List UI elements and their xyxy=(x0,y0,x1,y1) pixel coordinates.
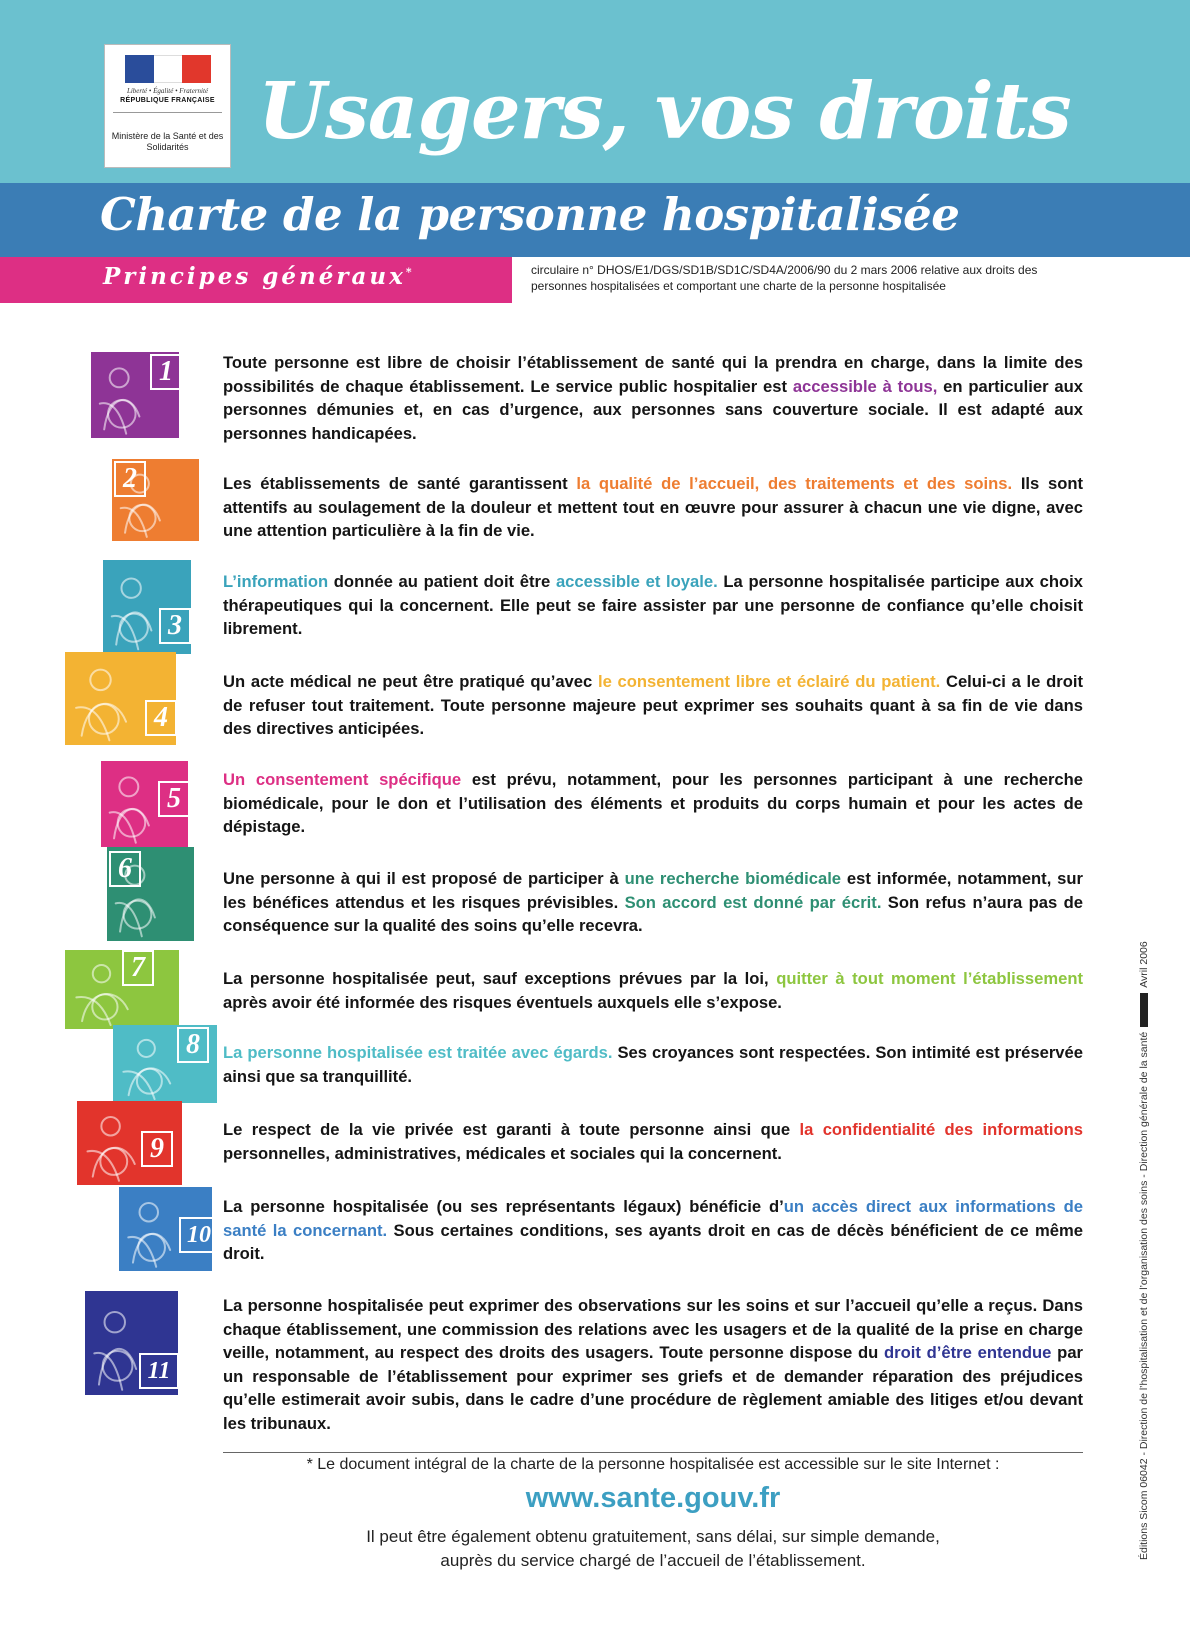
principle-text-segment: La personne hospitalisée participe aux choix thérapeutiques qui la concernent. Elle peut se faire assister par une personne de confiance qu’elle choisit librement. xyxy=(223,572,1083,638)
principle-number-3: 3 xyxy=(159,608,191,644)
principle-number-11: 11 xyxy=(139,1353,178,1389)
principle-tile-3 xyxy=(103,560,191,654)
principle-text-4 xyxy=(223,670,1083,741)
logo-ministry: Ministère de la Santé et des Solidarités xyxy=(111,131,224,152)
highlight-text: quitter à tout moment l’établissement xyxy=(776,969,1084,988)
principle-text-segment: Ses croyances sont respectées. Son intimité est préservée ainsi que sa tranquillité. xyxy=(223,1043,1083,1086)
highlight-text: Un consentement spécifique xyxy=(223,770,462,789)
principle-text-segment: est informée, notamment, sur les bénéfices attendus et les risques prévisibles. xyxy=(223,869,1083,912)
principle-text-segment: par un responsable de l’établissement pour exprimer ses griefs et de demander réparation des préjudices qu’elle estimerait avoir subis, dans le cadre d’une procédure de règlement amiable des litiges et/ou devant les tribunaux. xyxy=(223,1343,1084,1433)
principle-number-7: 7 xyxy=(122,950,154,986)
website-link[interactable]: www.sante.gouv.fr xyxy=(525,1482,781,1514)
highlight-text: accessible et loyale. xyxy=(555,572,718,591)
principle-tile-11 xyxy=(85,1291,178,1395)
principle-tile-8 xyxy=(113,1025,217,1103)
principle-tile-6 xyxy=(107,847,194,941)
logo-motto: Liberté • Égalité • Fraternité xyxy=(126,87,209,95)
principle-text-segment: Sous certaines conditions, ses ayants droit en cas de décès bénéficient de ce même droit. xyxy=(223,1220,1083,1263)
principle-text-5 xyxy=(223,768,1083,839)
principle-text-segment: La personne hospitalisée (ou ses représentants légaux) bénéficie d’ xyxy=(223,1197,784,1216)
side-credit-date: Avril 2006 xyxy=(1138,941,1150,988)
marianne-flag-icon xyxy=(125,55,211,83)
section-label-text: Principes généraux xyxy=(103,263,406,290)
principle-text-segment: Les établissements de santé garantissent xyxy=(223,474,577,493)
principle-number-1: 1 xyxy=(150,354,179,390)
principle-text-11 xyxy=(223,1294,1083,1435)
side-credit-text: Éditions Sicom 06042 - Direction de l’hospitalisation et de l’organisation des soins - Direction générale de la santé xyxy=(1138,1031,1150,1560)
principle-text-segment: La personne hospitalisée peut exprimer des observations sur les soins et sur l’accueil qu’elle a reçus. Dans chaque établissement, une commission des relations avec les usagers et de la qualité de la prise en charge veille, notamment, au respect des droits des usagers. Toute personne dispose du xyxy=(223,1296,1083,1362)
principle-tile-4 xyxy=(65,652,176,745)
principle-text-8 xyxy=(223,1041,1083,1088)
principle-text-10 xyxy=(223,1195,1083,1266)
principle-tile-10 xyxy=(119,1187,212,1271)
barcode-icon xyxy=(1140,993,1148,1027)
principle-text-segment: Son refus n’aura pas de conséquence sur la qualité des soins qu’elle recevra. xyxy=(223,892,1083,935)
principle-tile-1 xyxy=(91,352,179,438)
republic-logo xyxy=(104,44,231,168)
principle-text-segment: en particulier aux personnes démunies et, en cas d’urgence, aux personnes sans couverture sociale. Il est adapté aux personnes handicapées. xyxy=(223,376,1083,443)
highlight-text: la qualité de l’accueil, des traitements et des soins. xyxy=(576,474,1013,493)
principle-text-segment: Toute personne est libre de choisir l’établissement de santé qui la prendra en charge, dans la limite des possibilités de chaque établissement. Le service public hospitalier est xyxy=(223,353,1083,396)
principle-tile-9 xyxy=(77,1101,182,1185)
principle-text-segment: est prévu, notamment, pour les personnes participant à une recherche biomédicale, pour le don et l’utilisation des éléments et produits du corps humain et pour les actes de dépistage. xyxy=(223,770,1084,836)
highlight-text: la confidentialité des informations xyxy=(799,1120,1083,1139)
principle-number-10: 10 xyxy=(179,1217,212,1253)
principle-number-8: 8 xyxy=(177,1027,209,1063)
highlight-text: L’information xyxy=(223,572,329,591)
highlight-text: un accès direct aux informations de santé la concernant. xyxy=(223,1197,1083,1240)
section-label xyxy=(103,263,415,290)
principle-text-segment: Une personne à qui il est proposé de participer à xyxy=(223,869,625,888)
principle-number-2: 2 xyxy=(114,461,146,497)
highlight-text: accessible à tous, xyxy=(792,376,938,396)
footer-note: * Le document intégral de la charte de la personne hospitalisée est accessible sur le site Internet : xyxy=(306,1456,1000,1473)
principle-tile-5 xyxy=(101,761,188,847)
principle-tile-7 xyxy=(65,950,179,1029)
highlight-text: une recherche biomédicale xyxy=(624,869,842,888)
principle-number-4: 4 xyxy=(145,700,176,736)
principle-text-1 xyxy=(223,351,1083,445)
principle-text-segment: Celui-ci a le droit de refuser tout traitement. Toute personne majeure peut exprimer ses souhaits quant à sa fin de vie dans des directives anticipées. xyxy=(223,672,1083,738)
principle-text-6 xyxy=(223,867,1083,938)
footer-line-1: Il peut être également obtenu gratuitement, sans délai, sur simple demande, xyxy=(366,1527,940,1546)
principle-text-segment: donnée au patient doit être xyxy=(328,572,556,591)
footer-line-2: auprès du service chargé de l’accueil de l’établissement. xyxy=(440,1551,866,1570)
circulaire-reference: circulaire n° DHOS/E1/DGS/SD1B/SD1C/SD4A/2006/90 du 2 mars 2006 relative aux droits des personnes hospitalisées et comportant une charte de la personne hospitalisée xyxy=(531,263,1038,293)
principle-text-2 xyxy=(223,472,1083,543)
highlight-text: La personne hospitalisée est traitée avec égards. xyxy=(223,1043,613,1062)
principle-text-7 xyxy=(223,967,1083,1014)
principle-text-segment: Un acte médical ne peut être pratiqué qu’avec xyxy=(223,672,598,691)
principle-text-segment: Ils sont attentifs au soulagement de la douleur et mettent tout en œuvre pour assurer à chacun une vie digne, avec une attention particulière à la fin de vie. xyxy=(223,474,1084,540)
page-subtitle: Charte de la personne hospitalisée xyxy=(100,188,960,241)
principle-text-segment: La personne hospitalisée peut, sauf exceptions prévues par la loi, xyxy=(223,969,777,988)
highlight-text: Son accord est donné par écrit. xyxy=(624,892,882,912)
footer-divider xyxy=(223,1452,1083,1453)
principle-tile-2 xyxy=(112,459,199,541)
side-credit xyxy=(1138,941,1150,1560)
highlight-text: droit d’être entendue xyxy=(884,1343,1052,1362)
principle-text-segment: personnelles, administratives, médicales et sociales qui la concernent. xyxy=(223,1143,782,1163)
footnote-mark: * xyxy=(405,265,415,279)
principle-text-9 xyxy=(223,1118,1083,1165)
principle-text-3 xyxy=(223,570,1083,641)
logo-divider xyxy=(113,112,222,113)
principle-number-6: 6 xyxy=(109,851,141,887)
principle-number-9: 9 xyxy=(141,1131,173,1167)
page-title: Usagers, vos droits xyxy=(258,66,1071,157)
logo-republic: RÉPUBLIQUE FRANÇAISE xyxy=(120,97,215,104)
highlight-text: le consentement libre et éclairé du patient. xyxy=(597,672,941,691)
footer-text xyxy=(223,1525,1083,1573)
principle-text-segment: Le respect de la vie privée est garanti à toute personne ainsi que xyxy=(223,1120,800,1139)
principle-text-segment: après avoir été informée des risques éventuels auxquels elle s’expose. xyxy=(223,992,782,1012)
principle-number-5: 5 xyxy=(158,781,188,817)
